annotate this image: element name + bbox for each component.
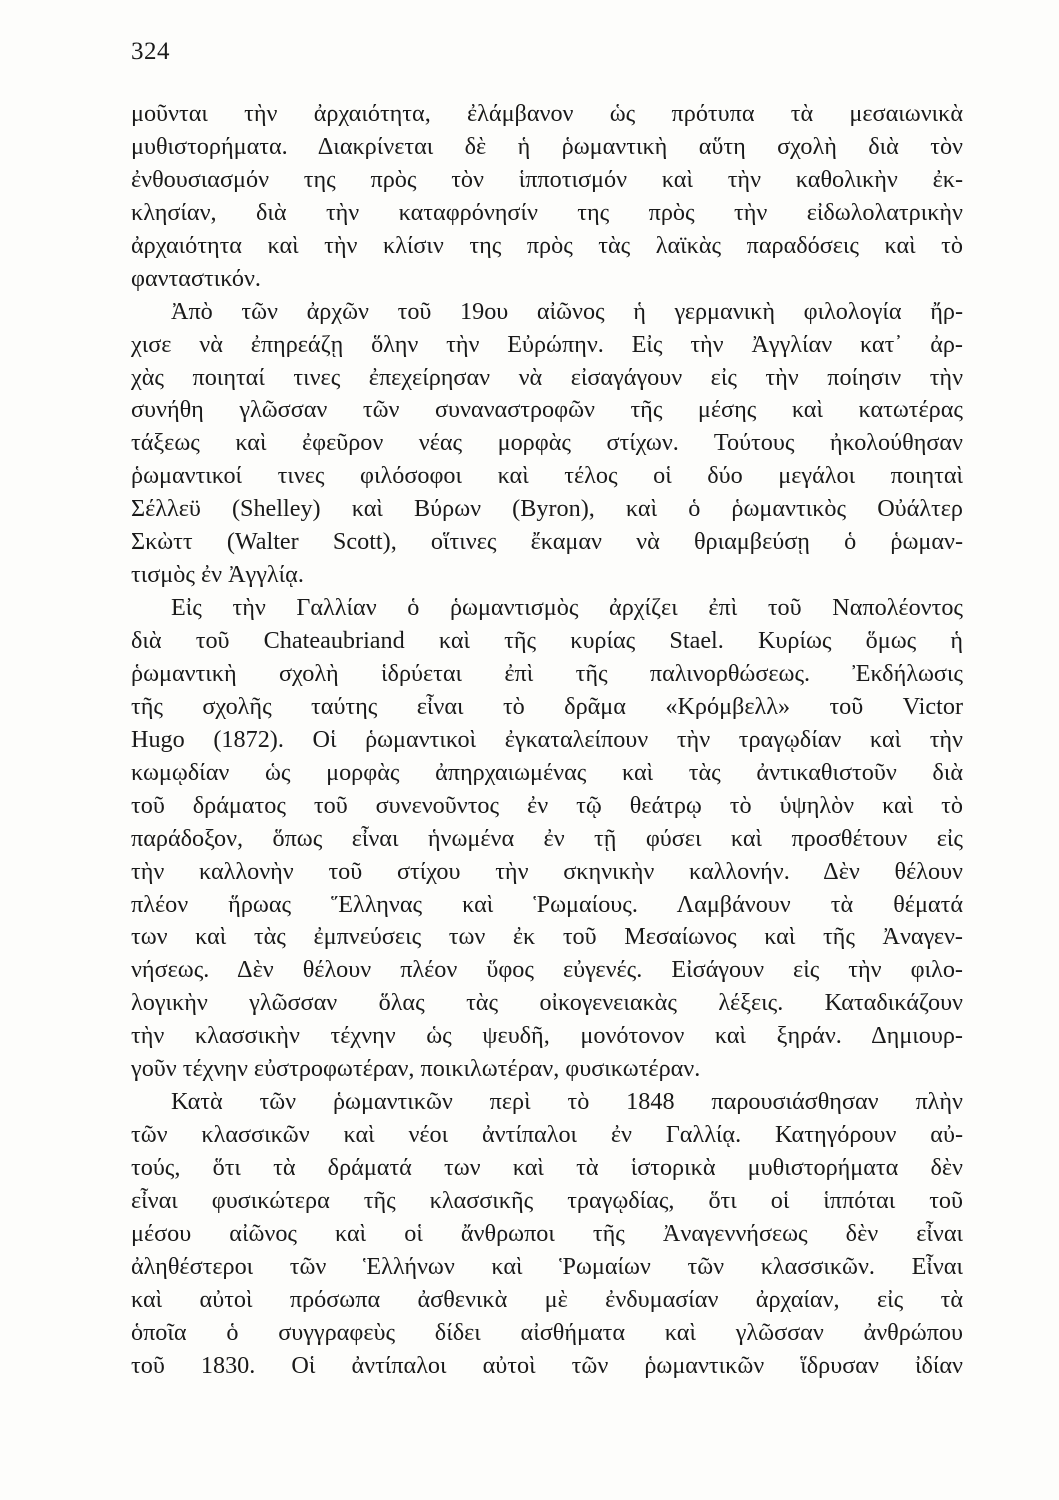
- text-line: Hugo (1872). Οἱ ῥωμαντικοὶ ἐγκαταλείπουν τὴν τραγῳδίαν καὶ τὴν: [131, 725, 963, 753]
- text-line: τῶν κλασσικῶν καὶ νέοι ἀντίπαλοι ἐν Γαλλίᾳ. Κατηγόρουν αὐ-: [131, 1121, 963, 1149]
- text-line: τὴν καλλονὴν τοῦ στίχου τὴν σκηνικὴν καλλονήν. Δὲν θέλουν: [131, 857, 963, 885]
- text-line: Κατὰ τῶν ῥωμαντικῶν περὶ τὸ 1848 παρουσιάσθησαν πλὴν: [171, 1088, 963, 1116]
- text-line: πλέον ἥρωας Ἕλληνας καὶ Ῥωμαίους. Λαμβάνουν τὰ θέματά: [131, 890, 963, 918]
- text-line: τῆς σχολῆς ταύτης εἶναι τὸ δρᾶμα «Κρόμβελλ» τοῦ Victor: [131, 692, 963, 720]
- text-line: τοῦ 1830. Οἱ ἀντίπαλοι αὐτοὶ τῶν ῥωμαντικῶν ἵδρυσαν ἰδίαν: [131, 1351, 963, 1379]
- text-line: μέσου αἰῶνος καὶ οἱ ἄνθρωποι τῆς Ἀναγεννήσεως δὲν εἶναι: [131, 1219, 963, 1247]
- text-line: συνήθη γλῶσσαν τῶν συναναστροφῶν τῆς μέσης καὶ κατωτέρας: [131, 396, 963, 424]
- body-text: [131, 98, 963, 1383]
- text-line: γοῦν τέχνην εὐστροφωτέραν, ποικιλωτέραν, φυσικωτέραν.: [131, 1055, 701, 1083]
- text-line: τάξεως καὶ ἐφεῦρον νέας μορφὰς στίχων. Τούτους ἠκολούθησαν: [131, 429, 963, 457]
- text-line: λογικὴν γλῶσσαν ὅλας τὰς οἰκογενειακὰς λέξεις. Καταδικάζουν: [131, 989, 963, 1017]
- text-line: των καὶ τὰς ἐμπνεύσεις των ἐκ τοῦ Μεσαίωνος καὶ τῆς Ἀναγεν-: [131, 923, 963, 951]
- text-line: ῥωμαντικὴ σχολὴ ἱδρύεται ἐπὶ τῆς παλινορθώσεως. Ἐκδήλωσις: [131, 659, 963, 687]
- text-line: καὶ αὐτοὶ πρόσωπα ἀσθενικὰ μὲ ἐνδυμασίαν ἀρχαίαν, εἰς τὰ: [131, 1285, 963, 1313]
- text-line: κωμῳδίαν ὡς μορφὰς ἀπηρχαιωμένας καὶ τὰς ἀντικαθιστοῦν διὰ: [131, 758, 963, 786]
- text-line: εἶναι φυσικώτερα τῆς κλασσικῆς τραγῳδίας, ὅτι οἱ ἱππόται τοῦ: [131, 1186, 963, 1214]
- text-line: τὴν κλασσικὴν τέχνην ὡς ψευδῆ, μονότονον καὶ ξηράν. Δημιουρ-: [131, 1022, 963, 1050]
- text-line: ἀληθέστεροι τῶν Ἑλλήνων καὶ Ῥωμαίων τῶν κλασσικῶν. Εἶναι: [131, 1252, 963, 1280]
- text-line: τούς, ὅτι τὰ δράματά των καὶ τὰ ἱστορικὰ μυθιστορήματα δὲν: [131, 1154, 963, 1181]
- text-line: μοῦνται τὴν ἀρχαιότητα, ἐλάμβανον ὡς πρότυπα τὰ μεσαιωνικὰ: [131, 100, 963, 127]
- text-line: ἐνθουσιασμόν της πρὸς τὸν ἱπποτισμόν καὶ τὴν καθολικὴν ἐκ-: [131, 165, 963, 193]
- text-line: ῥωμαντικοί τινες φιλόσοφοι καὶ τέλος οἱ δύο μεγάλοι ποιηταὶ: [131, 462, 963, 490]
- text-line: Σέλλεϋ (Shelley) καὶ Βύρων (Byron), καὶ ὁ ῥωμαντικὸς Οὐάλτερ: [131, 495, 963, 523]
- page-number: 324: [131, 38, 170, 65]
- text-line: κλησίαν, διὰ τὴν καταφρόνησίν της πρὸς τὴν εἰδωλολατρικὴν: [131, 198, 963, 226]
- text-line: Εἰς τὴν Γαλλίαν ὁ ῥωμαντισμὸς ἀρχίζει ἐπὶ τοῦ Ναπολέοντος: [171, 594, 963, 622]
- text-line: χὰς ποιηταί τινες ἐπεχείρησαν νὰ εἰσαγάγουν εἰς τὴν ποίησιν τὴν: [131, 363, 963, 391]
- text-line: Σκὼττ (Walter Scott), οἵτινες ἔκαμαν νὰ θριαμβεύσῃ ὁ ῥωμαν-: [131, 528, 963, 556]
- text-line: ὁποῖα ὁ συγγραφεὺς δίδει αἰσθήματα καὶ γλῶσσαν ἀνθρώπου: [131, 1318, 963, 1346]
- text-line: φανταστικόν.: [131, 264, 261, 292]
- text-line: ἀρχαιότητα καὶ τὴν κλίσιν της πρὸς τὰς λαϊκὰς παραδόσεις καὶ τὸ: [131, 231, 963, 259]
- text-line: χισε νὰ ἐπηρεάζῃ ὅλην τὴν Εὐρώπην. Εἰς τὴν Ἀγγλίαν κατ᾽ ἀρ-: [131, 330, 963, 358]
- text-line: τοῦ δράματος τοῦ συνενοῦντος ἐν τῷ θεάτρῳ τὸ ὑψηλὸν καὶ τὸ: [131, 791, 963, 819]
- text-line: Ἀπὸ τῶν ἀρχῶν τοῦ 19ου αἰῶνος ἡ γερμανικὴ φιλολογία ἤρ-: [171, 297, 963, 325]
- text-line: νήσεως. Δὲν θέλουν πλέον ὕφος εὐγενές. Εἰσάγουν εἰς τὴν φιλο-: [131, 956, 963, 984]
- text-line: μυθιστορήματα. Διακρίνεται δὲ ἡ ῥωμαντικὴ αὕτη σχολὴ διὰ τὸν: [131, 132, 963, 160]
- text-line: διὰ τοῦ Chateaubriand καὶ τῆς κυρίας Stael. Κυρίως ὅμως ἡ: [131, 627, 963, 654]
- text-line: παράδοξον, ὅπως εἶναι ἡνωμένα ἐν τῇ φύσει καὶ προσθέτουν εἰς: [131, 824, 963, 852]
- text-line: τισμὸς ἐν Ἀγγλίᾳ.: [131, 561, 304, 589]
